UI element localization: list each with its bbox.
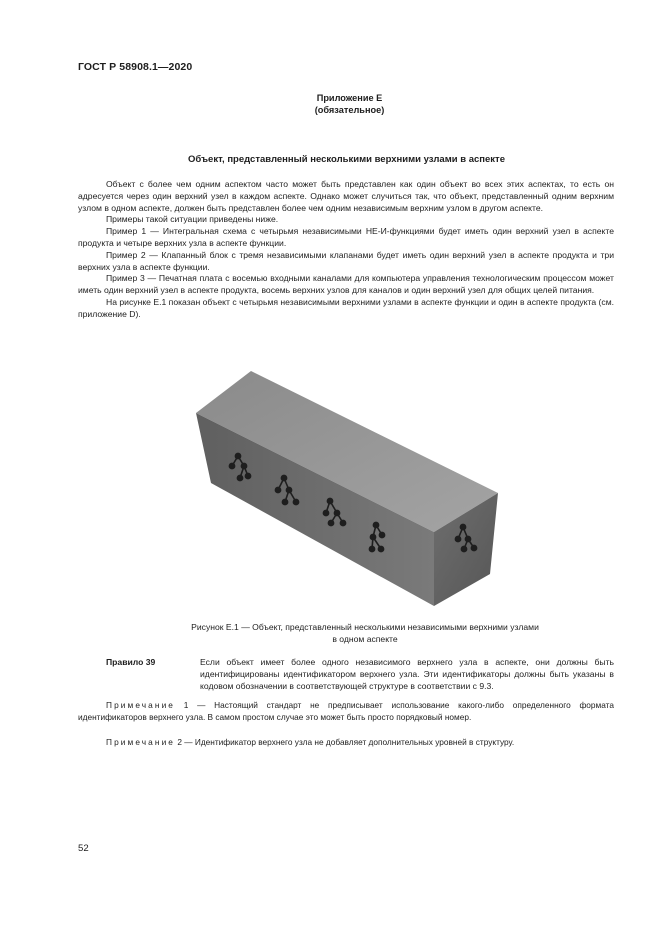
- note-text: 1 — Настоящий стандарт не предписывает использование какого-либо определенного формата идентификаторов верхнего узла. В самом простом случае это может быть просто порядковый номер.: [78, 700, 614, 722]
- appendix-heading: [0, 92, 661, 116]
- rule-text: Если объект имеет более одного независимого верхнего узла в аспекте, они должны быть идентифицированы идентификатором верхнего узла. Эти идентификаторы должны быть указаны в кодовом обозначении в соответствующей структуре в соответствии с 9.3.: [200, 657, 614, 691]
- section-title-text: Объект, представленный несколькими верхними узлами в аспекте: [188, 154, 505, 165]
- note-1: [78, 700, 614, 723]
- note-2: [78, 737, 614, 749]
- paragraph: Пример 1 — Интегральная схема с четырьмя независимыми НЕ-И-функциями будет иметь один верхний узел в аспекте продукта и четыре верхних узла в аспекте функции.: [78, 226, 614, 248]
- rule-label: Правило 39: [106, 657, 156, 667]
- figure-caption: [78, 621, 614, 645]
- paragraph: Пример 3 — Печатная плата с восемью входными каналами для компьютера управления технологическим процессом может иметь один верхний узел в аспекте продукта, восемь верхних узлов для каналов и один верхний узел для общих целей питания.: [78, 273, 614, 296]
- paragraph: Объект с более чем одним аспектом часто может быть представлен как один объект во всех этих аспектах, то есть он адресуется через один верхний узел в каждом аспекте. Однако может случиться так, что объект, представленный одним верхним узлом в одном аспекте, должен быть представлен более чем одним независимым верхним узлом в другом аспекте.: [78, 179, 614, 213]
- appendix-status: (обязательное): [314, 105, 385, 115]
- figure-box-illustration: [180, 360, 500, 610]
- note-text: 2 — Идентификатор верхнего узла не добавляет дополнительных уровней в структуру.: [177, 737, 515, 747]
- section-title: [0, 154, 661, 165]
- page-number: 52: [78, 843, 89, 854]
- caption-line: Рисунок Е.1 — Объект, представленный несколькими независимыми верхними узлами: [191, 622, 539, 632]
- paragraph: Примеры такой ситуации приведены ниже.: [106, 214, 279, 225]
- paragraph: Пример 2 — Клапанный блок с тремя независимыми клапанами будет иметь один верхний узел в аспекте продукта и три верхних узла в аспекте функции.: [78, 249, 614, 272]
- caption-line: в одном аспекте: [332, 634, 398, 644]
- paragraph: На рисунке Е.1 показан объект с четырьмя независимыми верхними узлами в аспекте функции и один в аспекте продукта (см. приложение D).: [78, 296, 614, 319]
- note-label: Примечание: [106, 700, 176, 710]
- appendix-title: Приложение Е: [316, 93, 383, 103]
- standard-header: ГОСТ Р 58908.1—2020: [78, 61, 193, 73]
- rule-block: [78, 657, 614, 692]
- body-text: [78, 179, 614, 321]
- note-label: Примечание: [106, 737, 176, 747]
